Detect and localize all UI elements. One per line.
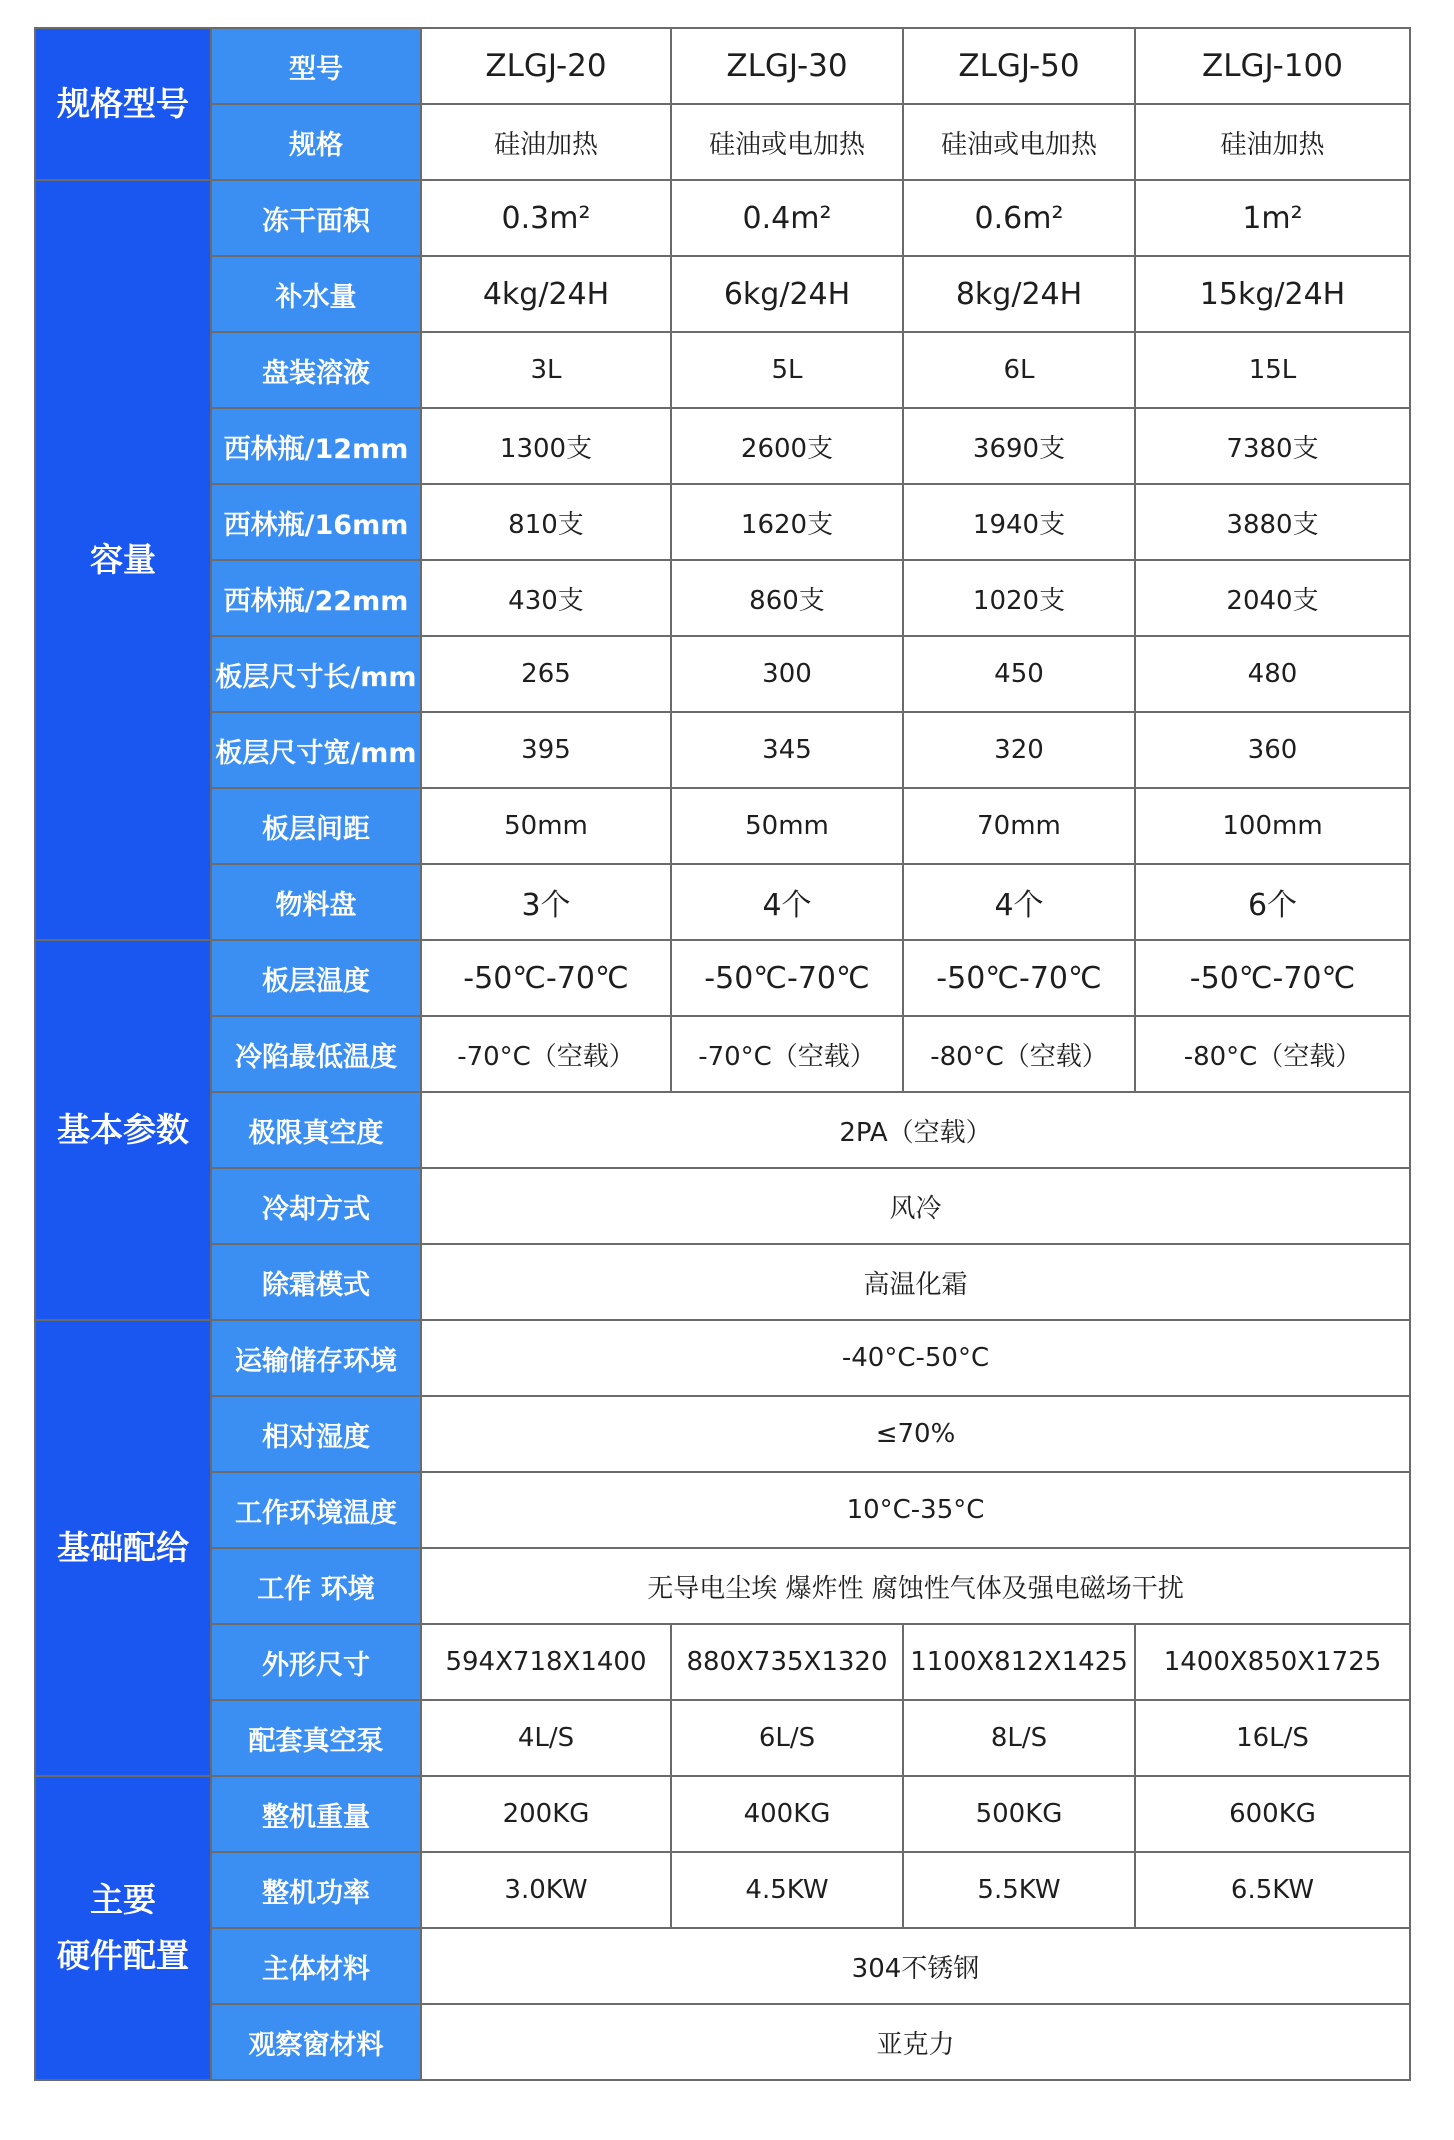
table-row — [35, 636, 1410, 712]
cell: -50℃-70℃ — [1135, 940, 1410, 1016]
table-row — [35, 1092, 1410, 1168]
cell: 400KG — [671, 1776, 903, 1852]
cell: 880X735X1320 — [671, 1624, 903, 1700]
cell: 70mm — [903, 788, 1135, 864]
cell: 100mm — [1135, 788, 1410, 864]
cell: 480 — [1135, 636, 1410, 712]
cell: 15L — [1135, 332, 1410, 408]
table-row — [35, 104, 1410, 180]
row-label: 板层温度 — [211, 940, 421, 1016]
table-row — [35, 1016, 1410, 1092]
table-row — [35, 1168, 1410, 1244]
cell: 高温化霜 — [421, 1244, 1410, 1320]
section-basic: 基本参数 — [35, 940, 211, 1320]
cell: 8L/S — [903, 1700, 1135, 1776]
table-row — [35, 1244, 1410, 1320]
cell: 430支 — [421, 560, 671, 636]
cell: 8kg/24H — [903, 256, 1135, 332]
cell: 亚克力 — [421, 2004, 1410, 2080]
cell: ≤70% — [421, 1396, 1410, 1472]
cell: ZLGJ-50 — [903, 28, 1135, 104]
cell: 1020支 — [903, 560, 1135, 636]
row-label: 板层尺寸宽/mm — [211, 712, 421, 788]
cell: 345 — [671, 712, 903, 788]
cell: 300 — [671, 636, 903, 712]
table-row — [35, 1396, 1410, 1472]
spec-table — [34, 27, 1411, 2081]
cell: 4个 — [903, 864, 1135, 940]
cell: 15kg/24H — [1135, 256, 1410, 332]
row-label: 整机重量 — [211, 1776, 421, 1852]
cell: ZLGJ-20 — [421, 28, 671, 104]
cell: -70°C（空载） — [421, 1016, 671, 1092]
table-row — [35, 712, 1410, 788]
table-row — [35, 788, 1410, 864]
row-label: 冷却方式 — [211, 1168, 421, 1244]
cell: ZLGJ-100 — [1135, 28, 1410, 104]
row-label: 盘装溶液 — [211, 332, 421, 408]
cell: ZLGJ-30 — [671, 28, 903, 104]
row-label: 运输储存环境 — [211, 1320, 421, 1396]
cell: 500KG — [903, 1776, 1135, 1852]
table-row — [35, 1928, 1410, 2004]
cell: -80°C（空载） — [903, 1016, 1135, 1092]
cell: 810支 — [421, 484, 671, 560]
section-spec: 规格型号 — [35, 28, 211, 180]
row-label: 冷陷最低温度 — [211, 1016, 421, 1092]
cell: 硅油或电加热 — [671, 104, 903, 180]
cell: 6kg/24H — [671, 256, 903, 332]
row-label: 西林瓶/12mm — [211, 408, 421, 484]
row-label: 板层尺寸长/mm — [211, 636, 421, 712]
cell: 50mm — [421, 788, 671, 864]
cell: 6L/S — [671, 1700, 903, 1776]
row-label: 主体材料 — [211, 1928, 421, 2004]
cell: 2PA（空载） — [421, 1092, 1410, 1168]
cell: 3690支 — [903, 408, 1135, 484]
cell: 860支 — [671, 560, 903, 636]
row-label: 西林瓶/16mm — [211, 484, 421, 560]
cell: 0.3m² — [421, 180, 671, 256]
table-row — [35, 408, 1410, 484]
cell: 1620支 — [671, 484, 903, 560]
cell: 3880支 — [1135, 484, 1410, 560]
cell: 1400X850X1725 — [1135, 1624, 1410, 1700]
table-row — [35, 28, 1410, 104]
cell: 硅油加热 — [1135, 104, 1410, 180]
cell: 7380支 — [1135, 408, 1410, 484]
cell: 304不锈钢 — [421, 1928, 1410, 2004]
table-row — [35, 1624, 1410, 1700]
row-label: 极限真空度 — [211, 1092, 421, 1168]
row-label: 冻干面积 — [211, 180, 421, 256]
cell: 265 — [421, 636, 671, 712]
table-row — [35, 940, 1410, 1016]
cell: -50℃-70℃ — [671, 940, 903, 1016]
cell: 4L/S — [421, 1700, 671, 1776]
row-label: 除霜模式 — [211, 1244, 421, 1320]
table-row — [35, 2004, 1410, 2080]
cell: 0.4m² — [671, 180, 903, 256]
cell: 1940支 — [903, 484, 1135, 560]
cell: -80°C（空载） — [1135, 1016, 1410, 1092]
cell: 5L — [671, 332, 903, 408]
cell: 3个 — [421, 864, 671, 940]
cell: 594X718X1400 — [421, 1624, 671, 1700]
cell: 1100X812X1425 — [903, 1624, 1135, 1700]
row-label: 工作 环境 — [211, 1548, 421, 1624]
table-row — [35, 1472, 1410, 1548]
cell: 6.5KW — [1135, 1852, 1410, 1928]
cell: 10°C-35°C — [421, 1472, 1410, 1548]
cell: 0.6m² — [903, 180, 1135, 256]
section-hardware: 主要 硬件配置 — [35, 1776, 211, 2080]
row-label: 观察窗材料 — [211, 2004, 421, 2080]
table-row — [35, 560, 1410, 636]
row-label: 西林瓶/22mm — [211, 560, 421, 636]
row-label: 外形尺寸 — [211, 1624, 421, 1700]
cell: -50℃-70℃ — [421, 940, 671, 1016]
cell: 320 — [903, 712, 1135, 788]
row-label: 整机功率 — [211, 1852, 421, 1928]
row-label: 工作环境温度 — [211, 1472, 421, 1548]
cell: 2600支 — [671, 408, 903, 484]
table-row — [35, 864, 1410, 940]
cell: 3.0KW — [421, 1852, 671, 1928]
cell: 360 — [1135, 712, 1410, 788]
table-row — [35, 1548, 1410, 1624]
cell: 3L — [421, 332, 671, 408]
section-base: 基础配给 — [35, 1320, 211, 1776]
table-row — [35, 1852, 1410, 1928]
cell: -50℃-70℃ — [903, 940, 1135, 1016]
cell: 1m² — [1135, 180, 1410, 256]
row-label: 补水量 — [211, 256, 421, 332]
cell: 200KG — [421, 1776, 671, 1852]
cell: 6L — [903, 332, 1135, 408]
table-row — [35, 1700, 1410, 1776]
cell: 395 — [421, 712, 671, 788]
cell: 无导电尘埃 爆炸性 腐蚀性气体及强电磁场干扰 — [421, 1548, 1410, 1624]
cell: 4.5KW — [671, 1852, 903, 1928]
table-row — [35, 332, 1410, 408]
cell: -70°C（空载） — [671, 1016, 903, 1092]
table-row — [35, 484, 1410, 560]
row-label: 物料盘 — [211, 864, 421, 940]
cell: 4个 — [671, 864, 903, 940]
row-label: 板层间距 — [211, 788, 421, 864]
cell: 6个 — [1135, 864, 1410, 940]
table-row — [35, 1776, 1410, 1852]
table-row — [35, 1320, 1410, 1396]
table-row — [35, 180, 1410, 256]
cell: 16L/S — [1135, 1700, 1410, 1776]
table-row — [35, 256, 1410, 332]
cell: 4kg/24H — [421, 256, 671, 332]
cell: 风冷 — [421, 1168, 1410, 1244]
row-label: 配套真空泵 — [211, 1700, 421, 1776]
row-label: 规格 — [211, 104, 421, 180]
cell: -40°C-50°C — [421, 1320, 1410, 1396]
row-label: 型号 — [211, 28, 421, 104]
cell: 450 — [903, 636, 1135, 712]
cell: 硅油或电加热 — [903, 104, 1135, 180]
row-label: 相对湿度 — [211, 1396, 421, 1472]
cell: 600KG — [1135, 1776, 1410, 1852]
cell: 5.5KW — [903, 1852, 1135, 1928]
cell: 50mm — [671, 788, 903, 864]
cell: 1300支 — [421, 408, 671, 484]
cell: 2040支 — [1135, 560, 1410, 636]
section-capacity: 容量 — [35, 180, 211, 940]
cell: 硅油加热 — [421, 104, 671, 180]
